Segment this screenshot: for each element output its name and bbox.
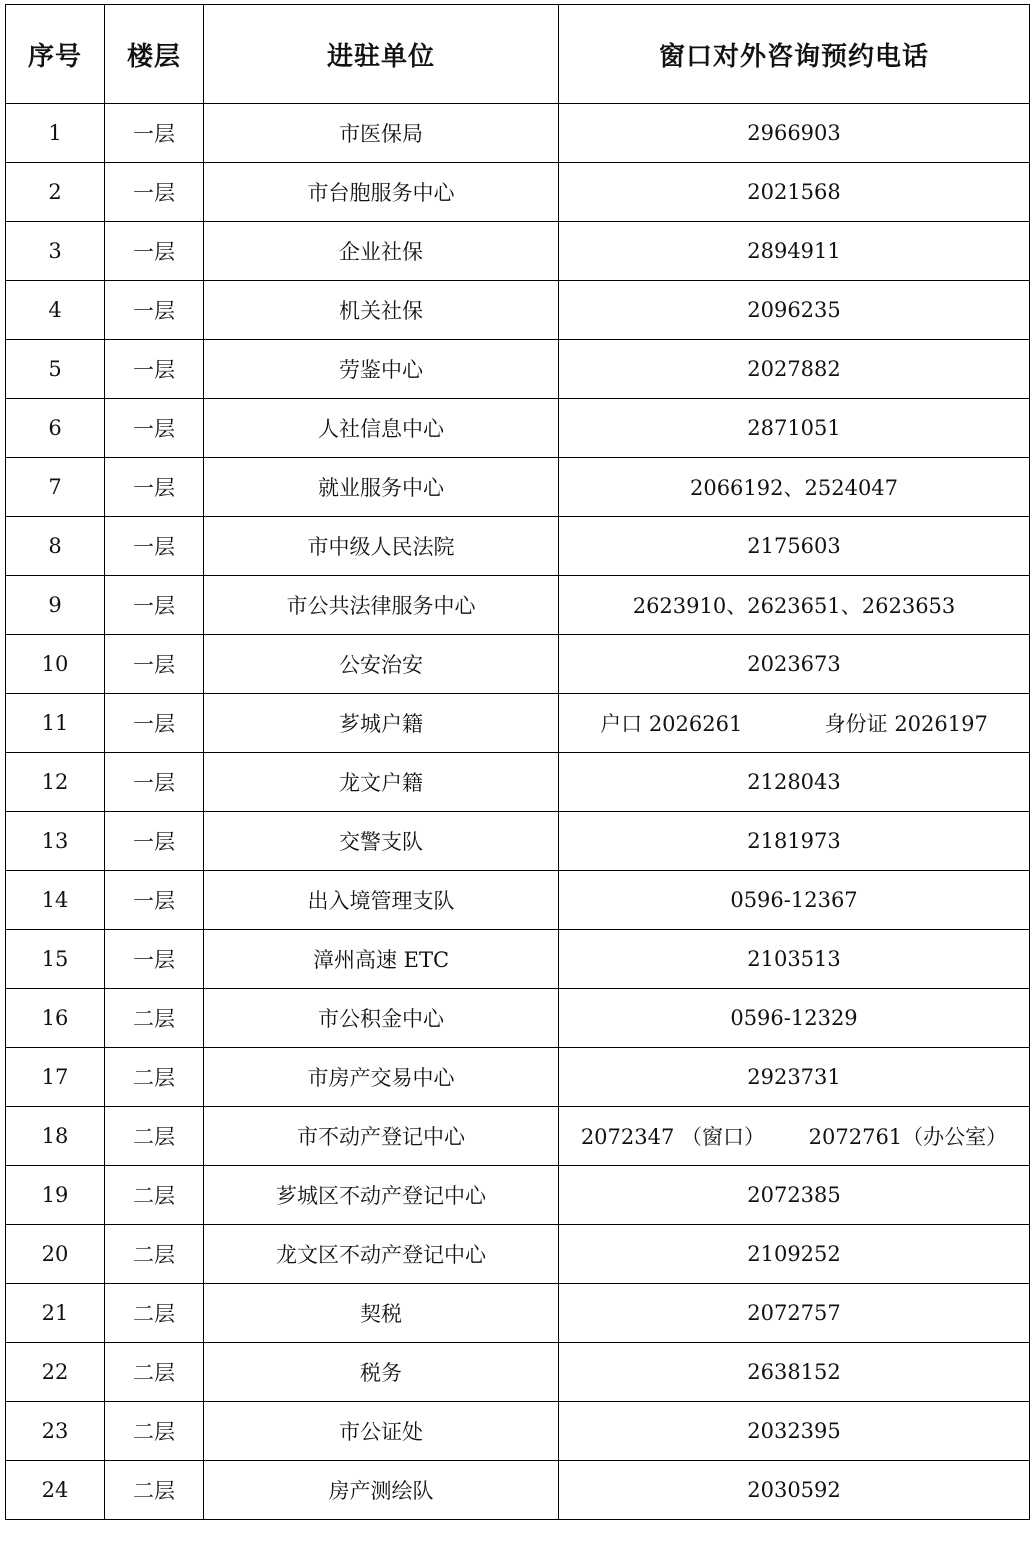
table-row bbox=[6, 694, 1030, 753]
table-row bbox=[6, 399, 1030, 458]
table-row bbox=[6, 871, 1030, 930]
row-floor: 二层 bbox=[105, 1461, 204, 1520]
table-row bbox=[6, 163, 1030, 222]
row-floor: 二层 bbox=[105, 1166, 204, 1225]
row-no: 8 bbox=[6, 517, 105, 576]
row-phone: 2181973 bbox=[559, 812, 1030, 871]
row-floor: 二层 bbox=[105, 1402, 204, 1461]
row-unit: 市公积金中心 bbox=[204, 989, 559, 1048]
row-no: 10 bbox=[6, 635, 105, 694]
row-unit: 就业服务中心 bbox=[204, 458, 559, 517]
row-unit: 芗城户籍 bbox=[204, 694, 559, 753]
row-unit: 市公证处 bbox=[204, 1402, 559, 1461]
row-no: 18 bbox=[6, 1107, 105, 1166]
table-row bbox=[6, 812, 1030, 871]
row-phone: 2072757 bbox=[559, 1284, 1030, 1343]
row-no: 6 bbox=[6, 399, 105, 458]
row-phone: 2030592 bbox=[559, 1461, 1030, 1520]
header-phone: 窗口对外咨询预约电话 bbox=[559, 5, 1030, 104]
row-phone bbox=[559, 694, 1030, 753]
row-unit: 市台胞服务中心 bbox=[204, 163, 559, 222]
row-no: 19 bbox=[6, 1166, 105, 1225]
row-phone: 2103513 bbox=[559, 930, 1030, 989]
row-phone: 2066192、2524047 bbox=[559, 458, 1030, 517]
phone-office: 2072761（办公室） bbox=[808, 1125, 1008, 1149]
row-phone bbox=[559, 1107, 1030, 1166]
row-floor: 一层 bbox=[105, 635, 204, 694]
row-no: 11 bbox=[6, 694, 105, 753]
table-row bbox=[6, 1166, 1030, 1225]
row-unit: 市公共法律服务中心 bbox=[204, 576, 559, 635]
row-floor: 一层 bbox=[105, 694, 204, 753]
row-phone: 2966903 bbox=[559, 104, 1030, 163]
row-no: 7 bbox=[6, 458, 105, 517]
row-floor: 二层 bbox=[105, 1048, 204, 1107]
row-phone: 2109252 bbox=[559, 1225, 1030, 1284]
table-row bbox=[6, 340, 1030, 399]
table-row bbox=[6, 281, 1030, 340]
row-floor: 一层 bbox=[105, 281, 204, 340]
row-phone: 2032395 bbox=[559, 1402, 1030, 1461]
row-no: 16 bbox=[6, 989, 105, 1048]
row-no: 9 bbox=[6, 576, 105, 635]
header-unit: 进驻单位 bbox=[204, 5, 559, 104]
row-floor: 二层 bbox=[105, 1107, 204, 1166]
row-unit: 劳鉴中心 bbox=[204, 340, 559, 399]
row-unit: 市房产交易中心 bbox=[204, 1048, 559, 1107]
row-floor: 二层 bbox=[105, 989, 204, 1048]
header-floor: 楼层 bbox=[105, 5, 204, 104]
table-row bbox=[6, 930, 1030, 989]
row-phone: 2021568 bbox=[559, 163, 1030, 222]
row-unit: 市医保局 bbox=[204, 104, 559, 163]
row-floor: 二层 bbox=[105, 1343, 204, 1402]
row-floor: 一层 bbox=[105, 222, 204, 281]
row-phone: 2623910、2623651、2623653 bbox=[559, 576, 1030, 635]
table-row bbox=[6, 1284, 1030, 1343]
row-floor: 一层 bbox=[105, 340, 204, 399]
row-no: 3 bbox=[6, 222, 105, 281]
phone-hukou: 户口 2026261 bbox=[600, 712, 743, 736]
row-phone: 2923731 bbox=[559, 1048, 1030, 1107]
phone-id-card: 身份证 2026197 bbox=[824, 712, 988, 736]
row-phone: 0596-12367 bbox=[559, 871, 1030, 930]
row-no: 15 bbox=[6, 930, 105, 989]
row-phone: 2096235 bbox=[559, 281, 1030, 340]
table-row bbox=[6, 1461, 1030, 1520]
row-floor: 二层 bbox=[105, 1284, 204, 1343]
row-no: 2 bbox=[6, 163, 105, 222]
row-unit: 房产测绘队 bbox=[204, 1461, 559, 1520]
row-unit: 市中级人民法院 bbox=[204, 517, 559, 576]
row-unit: 公安治安 bbox=[204, 635, 559, 694]
row-phone: 2871051 bbox=[559, 399, 1030, 458]
table-row bbox=[6, 1107, 1030, 1166]
row-no: 17 bbox=[6, 1048, 105, 1107]
row-floor: 一层 bbox=[105, 399, 204, 458]
row-no: 14 bbox=[6, 871, 105, 930]
row-phone: 2072385 bbox=[559, 1166, 1030, 1225]
row-unit: 企业社保 bbox=[204, 222, 559, 281]
row-unit: 税务 bbox=[204, 1343, 559, 1402]
row-no: 24 bbox=[6, 1461, 105, 1520]
row-floor: 一层 bbox=[105, 458, 204, 517]
row-phone: 2638152 bbox=[559, 1343, 1030, 1402]
table-row bbox=[6, 1048, 1030, 1107]
row-unit: 机关社保 bbox=[204, 281, 559, 340]
row-unit: 出入境管理支队 bbox=[204, 871, 559, 930]
row-no: 13 bbox=[6, 812, 105, 871]
row-unit: 交警支队 bbox=[204, 812, 559, 871]
phone-window: 2072347 （窗口） bbox=[580, 1125, 766, 1149]
row-phone: 2023673 bbox=[559, 635, 1030, 694]
row-floor: 二层 bbox=[105, 1225, 204, 1284]
row-floor: 一层 bbox=[105, 104, 204, 163]
table-row bbox=[6, 458, 1030, 517]
row-no: 22 bbox=[6, 1343, 105, 1402]
table-row bbox=[6, 1343, 1030, 1402]
row-unit: 龙文户籍 bbox=[204, 753, 559, 812]
row-phone: 2894911 bbox=[559, 222, 1030, 281]
row-unit: 契税 bbox=[204, 1284, 559, 1343]
table-row bbox=[6, 635, 1030, 694]
row-unit: 龙文区不动产登记中心 bbox=[204, 1225, 559, 1284]
row-no: 5 bbox=[6, 340, 105, 399]
row-no: 21 bbox=[6, 1284, 105, 1343]
header-row bbox=[6, 5, 1030, 104]
row-no: 1 bbox=[6, 104, 105, 163]
row-no: 23 bbox=[6, 1402, 105, 1461]
row-floor: 一层 bbox=[105, 871, 204, 930]
table-row bbox=[6, 222, 1030, 281]
table-row bbox=[6, 104, 1030, 163]
row-floor: 一层 bbox=[105, 930, 204, 989]
service-directory-table bbox=[5, 4, 1030, 1520]
table-row bbox=[6, 517, 1030, 576]
row-unit: 市不动产登记中心 bbox=[204, 1107, 559, 1166]
row-phone: 0596-12329 bbox=[559, 989, 1030, 1048]
row-unit: 人社信息中心 bbox=[204, 399, 559, 458]
row-phone: 2128043 bbox=[559, 753, 1030, 812]
row-floor: 一层 bbox=[105, 812, 204, 871]
row-no: 12 bbox=[6, 753, 105, 812]
row-floor: 一层 bbox=[105, 576, 204, 635]
row-floor: 一层 bbox=[105, 753, 204, 812]
row-floor: 一层 bbox=[105, 517, 204, 576]
row-floor: 一层 bbox=[105, 163, 204, 222]
row-no: 4 bbox=[6, 281, 105, 340]
row-unit: 漳州高速 ETC bbox=[204, 930, 559, 989]
table-row bbox=[6, 1402, 1030, 1461]
row-unit: 芗城区不动产登记中心 bbox=[204, 1166, 559, 1225]
row-phone: 2027882 bbox=[559, 340, 1030, 399]
row-no: 20 bbox=[6, 1225, 105, 1284]
table-row bbox=[6, 989, 1030, 1048]
row-phone: 2175603 bbox=[559, 517, 1030, 576]
header-no: 序号 bbox=[6, 5, 105, 104]
table-row bbox=[6, 753, 1030, 812]
table-row bbox=[6, 1225, 1030, 1284]
table-row bbox=[6, 576, 1030, 635]
